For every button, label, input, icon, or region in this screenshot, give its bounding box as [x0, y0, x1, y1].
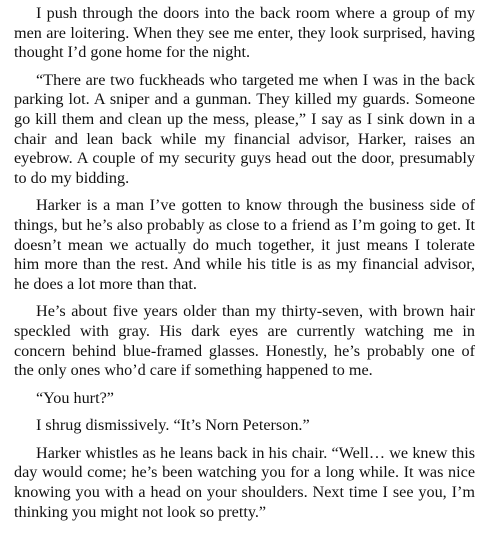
- paragraph-3: Harker is a man I’ve gotten to know through the business side of things, but he’s also probably as close to a friend as I’m going to get. It doesn’t mean we actually do much together, it just means I tolerate him more than the rest. And while his title is as my financial advisor, he does a lot more than that.: [14, 196, 475, 293]
- paragraph-6: I shrug dismissively. “It’s Norn Peterson.”: [36, 416, 310, 435]
- paragraph-2: “There are two fuckheads who targeted me when I was in the back parking lot. A sniper and a gunman. They killed my guards. Someone go kill them and clean up the mess, please,” I say as I sink down in a chair and lean back while my financial advisor, Harker, raises an eyebrow. A couple of my security guys head out the door, presumably to do my bidding.: [14, 70, 475, 187]
- paragraph-1: I push through the doors into the back room where a group of my men are loitering. When they see me enter, they look surprised, having thought I’d gone home for the night.: [14, 4, 475, 62]
- paragraph-5: “You hurt?”: [36, 388, 114, 407]
- paragraph-4: He’s about five years older than my thirty-seven, with brown hair speckled with gray. His dark eyes are currently watching me in concern behind blue-framed glasses. Honestly, he’s probably one of the only ones who’d care if something happened to me.: [14, 302, 475, 380]
- paragraph-7: Harker whistles as he leans back in his chair. “Well… we knew this day would come; he’s been watching you for a long while. It was nice knowing you with a head on your shoulders. Next time I see you, I’m thinking you might not look so pretty.”: [14, 443, 475, 521]
